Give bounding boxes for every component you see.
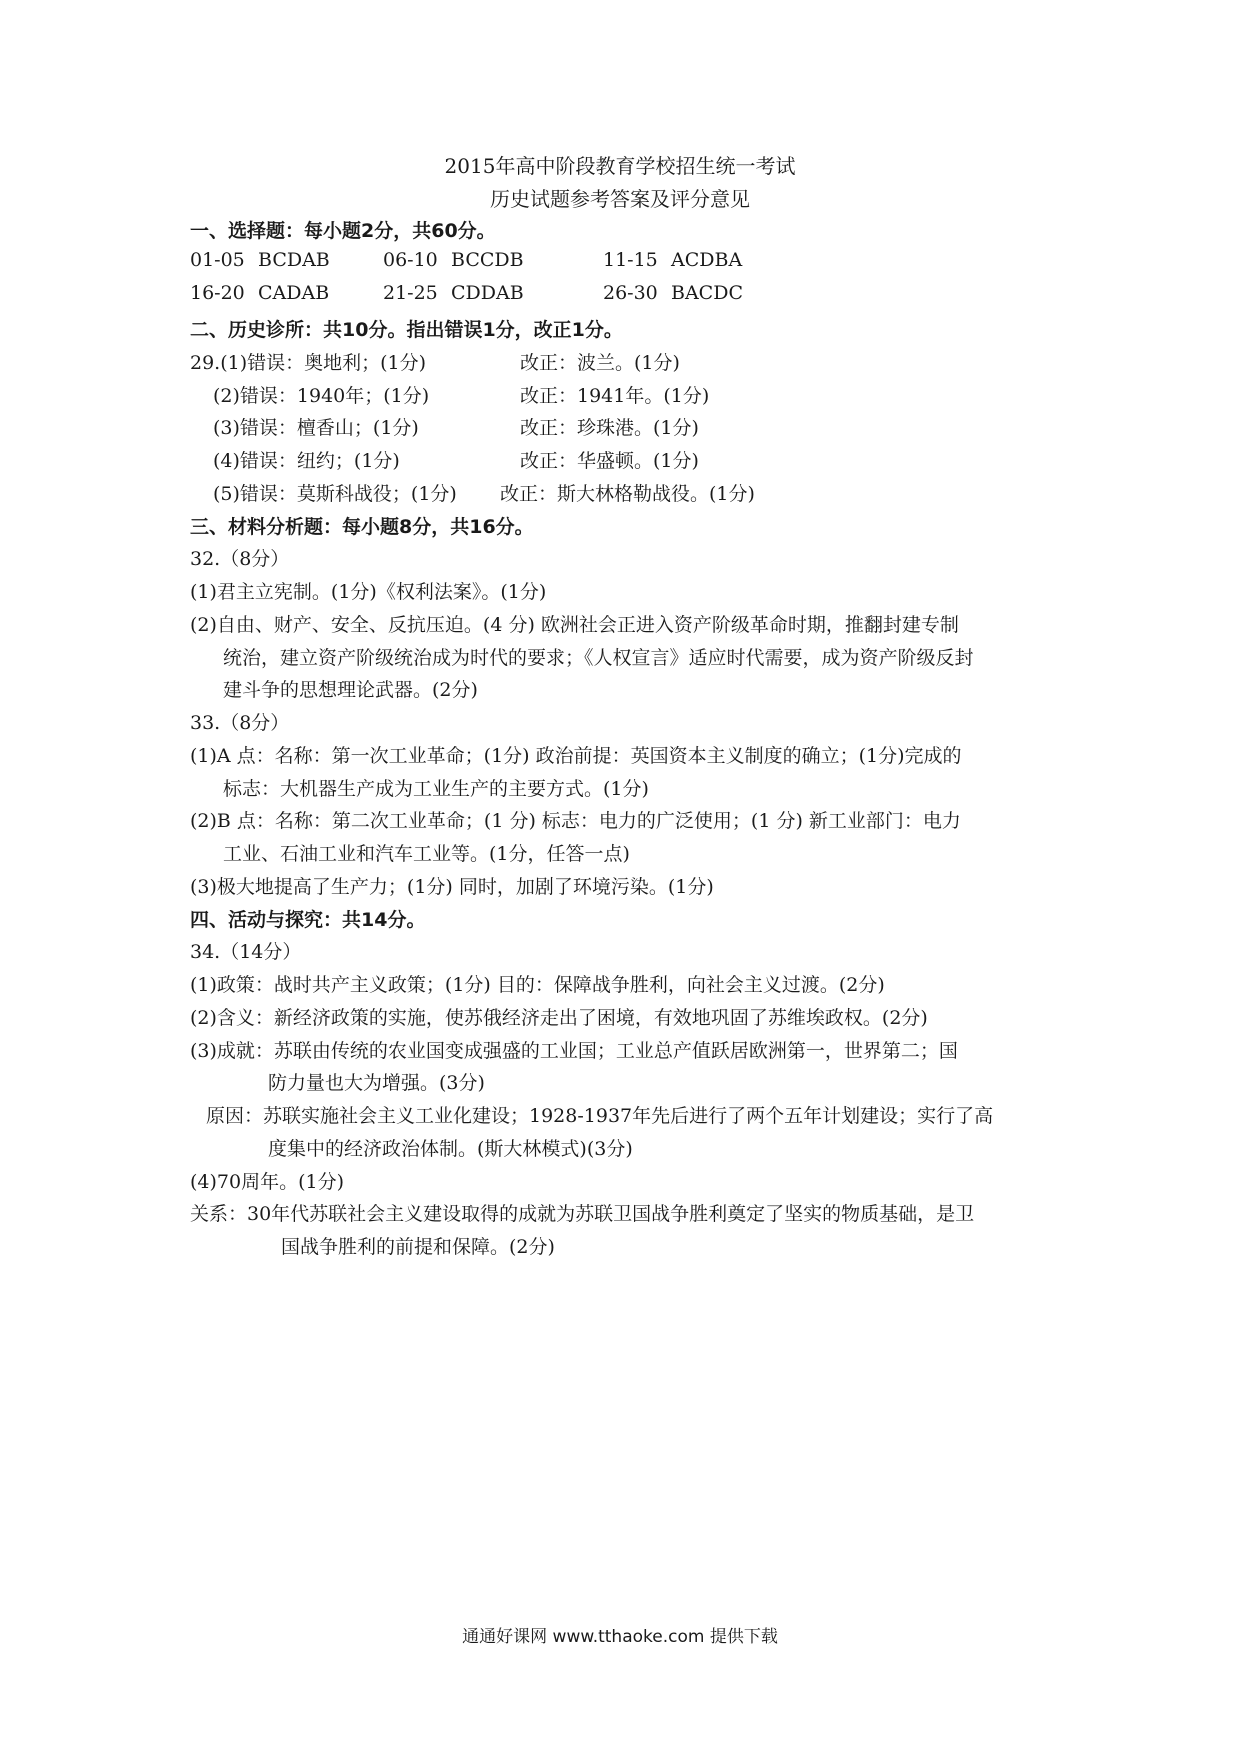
answer-key-5: CDDAB (451, 282, 524, 304)
q34-2: (2)含义：新经济政策的实施，使苏俄经济走出了困境，有效地巩固了苏维埃政权。(2分) (190, 1007, 928, 1029)
answer-key-4: CADAB (258, 282, 330, 304)
section-3-heading: 三、材料分析题：每小题8分，共16分。 (190, 516, 534, 538)
section-1-heading: 一、选择题：每小题2分，共60分。 (190, 220, 496, 242)
q33-label: 33.（8分） (190, 712, 290, 734)
exam-subtitle: 历史试题参考答案及评分意见 (490, 187, 750, 211)
answer-range-6: 26-30 (603, 282, 658, 304)
q34-3-a: (3)成就：苏联由传统的农业国变成强盛的工业国；工业总产值跃居欧洲第一，世界第二；国 (190, 1040, 958, 1062)
answer-range-1: 01-05 (190, 249, 245, 271)
q33-3: (3)极大地提高了生产力；(1分) 同时，加剧了环境污染。(1分) (190, 876, 714, 898)
q29-1-fix: 改正：波兰。(1分) (520, 352, 680, 374)
answer-range-4: 16-20 (190, 282, 245, 304)
footer-download-note: 通通好课网 www.tthaoke.com 提供下载 (462, 1627, 778, 1647)
q32-2-a: (2)自由、财产、安全、反抗压迫。(4 分) 欧洲社会正进入资产阶级革命时期，推翻封建专制 (190, 614, 959, 636)
answer-key-1: BCDAB (258, 249, 330, 271)
q33-1-b: 标志：大机器生产成为工业生产的主要方式。(1分) (223, 778, 649, 800)
q32-label: 32.（8分） (190, 548, 290, 570)
q33-2-b: 工业、石油工业和汽车工业等。(1分，任答一点) (223, 843, 630, 865)
section-2-heading: 二、历史诊所：共10分。指出错误1分，改正1分。 (190, 319, 623, 341)
section-4-heading: 四、活动与探究：共14分。 (190, 909, 426, 931)
q29-2-error: (2)错误：1940年；(1分) (213, 385, 430, 407)
q34-5-a: 关系：30年代苏联社会主义建设取得的成就为苏联卫国战争胜利奠定了坚实的物质基础，是卫 (190, 1203, 975, 1225)
answer-range-3: 11-15 (603, 249, 658, 271)
q29-2-fix: 改正：1941年。(1分) (520, 385, 710, 407)
q29-1-error: 29.(1)错误：奥地利；(1分) (190, 352, 427, 374)
answer-key-6: BACDC (671, 282, 743, 304)
q29-5-error: (5)错误：莫斯科战役；(1分) (213, 483, 457, 505)
q32-2-c: 建斗争的思想理论武器。(2分) (223, 679, 478, 701)
answer-range-5: 21-25 (383, 282, 438, 304)
q34-3-c: 原因：苏联实施社会主义工业化建设；1928-1937年先后进行了两个五年计划建设；实行了高 (206, 1105, 994, 1127)
q33-2-a: (2)B 点：名称：第二次工业革命；(1 分) 标志：电力的广泛使用；(1 分) 新工业部门：电力 (190, 810, 961, 832)
answer-key-2: BCCDB (451, 249, 524, 271)
q29-5-fix: 改正：斯大林格勒战役。(1分) (500, 483, 755, 505)
q32-1: (1)君主立宪制。(1分)《权利法案》。(1分) (190, 581, 547, 603)
answer-range-2: 06-10 (383, 249, 438, 271)
q29-4-error: (4)错误：纽约；(1分) (213, 450, 400, 472)
q34-3-d: 度集中的经济政治体制。(斯大林模式)(3分) (268, 1138, 633, 1160)
answer-key-3: ACDBA (671, 249, 743, 271)
exam-title: 2015年高中阶段教育学校招生统一考试 (444, 154, 796, 178)
q33-1-a: (1)A 点：名称：第一次工业革命；(1分) 政治前提：英国资本主义制度的确立；(1分)完成的 (190, 745, 962, 767)
q34-1: (1)政策：战时共产主义政策；(1分) 目的：保障战争胜利，向社会主义过渡。(2分) (190, 974, 885, 996)
q29-3-fix: 改正：珍珠港。(1分) (520, 417, 699, 439)
q34-5-b: 国战争胜利的前提和保障。(2分) (281, 1236, 555, 1258)
q34-4: (4)70周年。(1分) (190, 1171, 345, 1193)
q29-4-fix: 改正：华盛顿。(1分) (520, 450, 699, 472)
q32-2-b: 统治，建立资产阶级统治成为时代的要求；《人权宣言》适应时代需要，成为资产阶级反封 (223, 647, 974, 669)
q29-3-error: (3)错误：檀香山；(1分) (213, 417, 419, 439)
q34-3-b: 防力量也大为增强。(3分) (268, 1072, 485, 1094)
q34-label: 34.（14分） (190, 941, 302, 963)
